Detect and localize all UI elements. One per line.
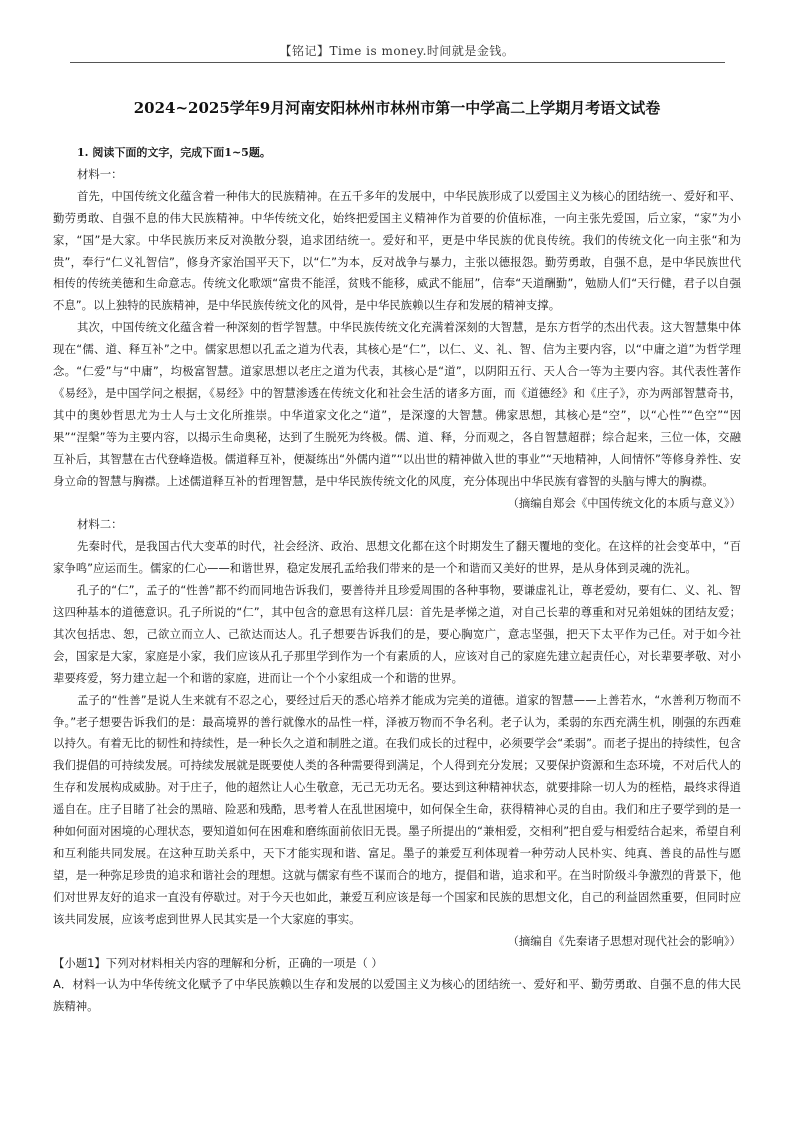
document-body xyxy=(53,142,741,1018)
material-1-label: 材料一： xyxy=(77,166,123,181)
material-1-source: （摘编自郑会《中国传统文化的本质与意义》） xyxy=(507,495,741,510)
material-2-paragraph: 孟子的“性善”是说人生来就有不忍之心，要经过后天的悉心培养才能成为完美的道德。道家的智慧——上善若水，“水善利万物而不争。”老子想要告诉我们的是：最高境界的善行就像水的品性一样，泽被万物而不争名利。老子认为，柔弱的东西充满生机，刚强的东西难以持久。有着无比的韧性和持续性，是一种长久之道和制胜之道。在我们成长的过程中，必须要学会“柔弱”。而老子提出的持续性，包含我们提倡的可持续发展。可持续发展就是既要使人类的各种需要得到满足，个人得到充分发展；又要保护资源和生态环境，不对后代人的生存和发展构成威胁。对于庄子，他的超然让人心生敬意，无己无功无名。要达到这种精神状态，就要排除一切人为的桎梏，最终求得逍遥自在。庄子目睹了社会的黑暗、险恶和残酷，思考着人在乱世困境中，如何保全生命，获得精神心灵的自由。我们和庄子要学到的是一种如何面对困境的心理状态，要知道如何在困难和磨练面前依旧无畏。墨子所提出的“兼相爱，交相利”把自爱与相爱结合起来，希望自利和互利能共同发展。在这种互助关系中，天下才能实现和谐、富足。墨子的兼爱互利体现着一种劳动人民朴实、纯真、善良的品性与愿望，是一种弥足珍贵的追求和谐社会的理想。这就与儒家有些不谋而合的地方，提倡和谐，追求和平。在当时阶级斗争激烈的背景下，他们对世界友好的追求一直没有停歇过。对于今天也如此，兼爱互利应该是每一个国家和民族的思想文化，自己的利益固然重要，但同时应该共同发展，应该考虑到世界人民其实是一个大家庭的事实。 xyxy=(53,692,741,926)
material-2-paragraph: 孔子的“仁”，孟子的“性善”都不约而同地告诉我们，要善待并且珍爱周围的各种事物，要谦虚礼让，尊老爱幼，要有仁、义、礼、智这四种基本的道德意识。孔子所说的“仁”，其中包含的意思有这样几层：首先是孝悌之道，对自己长辈的尊重和对兄弟姐妹的团结友爱；其次包括忠、恕，己欲立而立人、己欲达而达人。孔子想要告诉我们的是，要心胸宽广，意志坚强，把天下太平作为己任。对于如今社会，国家是大家，家庭是小家，我们应该从孔子那里学到作为一个有素质的人，应该对自己的家庭先建立起责任心，对长辈要孝敬、对小辈要疼爱，努力建立起一个和谐的家庭，进而让一个个小家组成一个和谐的世界。 xyxy=(53,583,741,685)
material-1-paragraph: 其次，中国传统文化蕴含着一种深刻的哲学智慧。中华民族传统文化充满着深刻的大智慧，是东方哲学的杰出代表。这大智慧集中体现在“儒、道、释互补”之中。儒家思想以孔孟之道为代表，其核心是“仁”，以仁、义、礼、智、信为主要内容，以“中庸之道”为哲学理念。“仁爱”与“中庸”，均极富智慧。道家思想以老庄之道为代表，其核心是“道”，以阴阳五行、天人合一等为主要内容。其代表性著作《易经》，是中国学问之根据，《易经》中的智慧渗透在传统文化和社会生活的诸多方面，而《道德经》和《庄子》，亦为两部智慧奇书，其中的奥妙哲思尤为士人与士文化所推崇。中华道家文化之“道”，是深邃的大智慧。佛家思想，其核心是“空”，以“心性”“色空”“因果”“涅槃”等为主要内容，以揭示生命奥秘，达到了生脱死为终极。儒、道、释，分而观之，各自智慧超群；综合起来，三位一体，交融互补后，其智慧在古代登峰造极。儒道释互补，便凝练出“外儒内道”“以出世的精神做入世的事业”“天地精神，人间情怀”等修身养性、安身立命的智慧与胸襟。上述儒道释互补的哲理智慧，是中华民族传统文化的风度，充分体现出中华民族有睿智的头脑与博大的胸襟。 xyxy=(53,320,741,488)
answer-option-a: A．材料一认为中华传统文化赋予了中华民族赖以生存和发展的以爱国主义为核心的团结统一、爱好和平、勤劳勇敢、自强不息的伟大民族精神。 xyxy=(53,977,741,1014)
material-2-label: 材料二： xyxy=(77,517,123,532)
header-divider xyxy=(70,62,725,63)
header-motto: 【铭记】Time is money.时间就是金钱。 xyxy=(279,44,515,58)
page-header xyxy=(0,0,794,62)
material-2-source: （摘编自《先秦诸子思想对现代社会的影响》） xyxy=(507,933,741,948)
material-2-paragraph: 先秦时代，是我国古代大变革的时代，社会经济、政治、思想文化都在这个时期发生了翻天覆地的变化。在这样的社会变革中，“百家争鸣”应运而生。儒家的仁心——和谐世界，稳定发展孔孟给我们带来的是一个和谐而又美好的世界，是从身体到灵魂的洗礼。 xyxy=(53,539,741,576)
subquestion-stem: 【小题1】下列对材料相关内容的理解和分析，正确的一项是（ ） xyxy=(53,955,383,970)
question-instruction: 1. 阅读下面的文字，完成下面1~5题。 xyxy=(77,146,271,159)
document-title: 2024~2025学年9月河南安阳林州市林州市第一中学高二上学期月考语文试卷 xyxy=(133,99,661,117)
material-1-paragraph: 首先，中国传统文化蕴含着一种伟大的民族精神。在五千多年的发展中，中华民族形成了以爱国主义为核心的团结统一、爱好和平、勤劳勇敢、自强不息的伟大民族精神。中华传统文化，始终把爱国主义精神作为首要的价值标准，一向主张先爱国，后立家，“家”为小家，“国”是大家。中华民族历来反对涣散分裂，追求团结统一。爱好和平，更是中华民族的优良传统。我们的传统文化一向主张“和为贵”，奉行“仁义礼智信”，修身齐家治国平天下，以“仁”为本，反对战争与暴力，主张以德报怨。勤劳勇敢，自强不息，是中华民族世代相传的传统美德和生命意志。传统文化歌颂“富贵不能淫，贫贱不能移，威武不能屈”，信奉“天道酬勤”，勉励人们“天行健，君子以自强不息”。以上独特的民族精神，是中华民族传统文化的风骨，是中华民族赖以生存和发展的精神支撑。 xyxy=(53,188,741,313)
